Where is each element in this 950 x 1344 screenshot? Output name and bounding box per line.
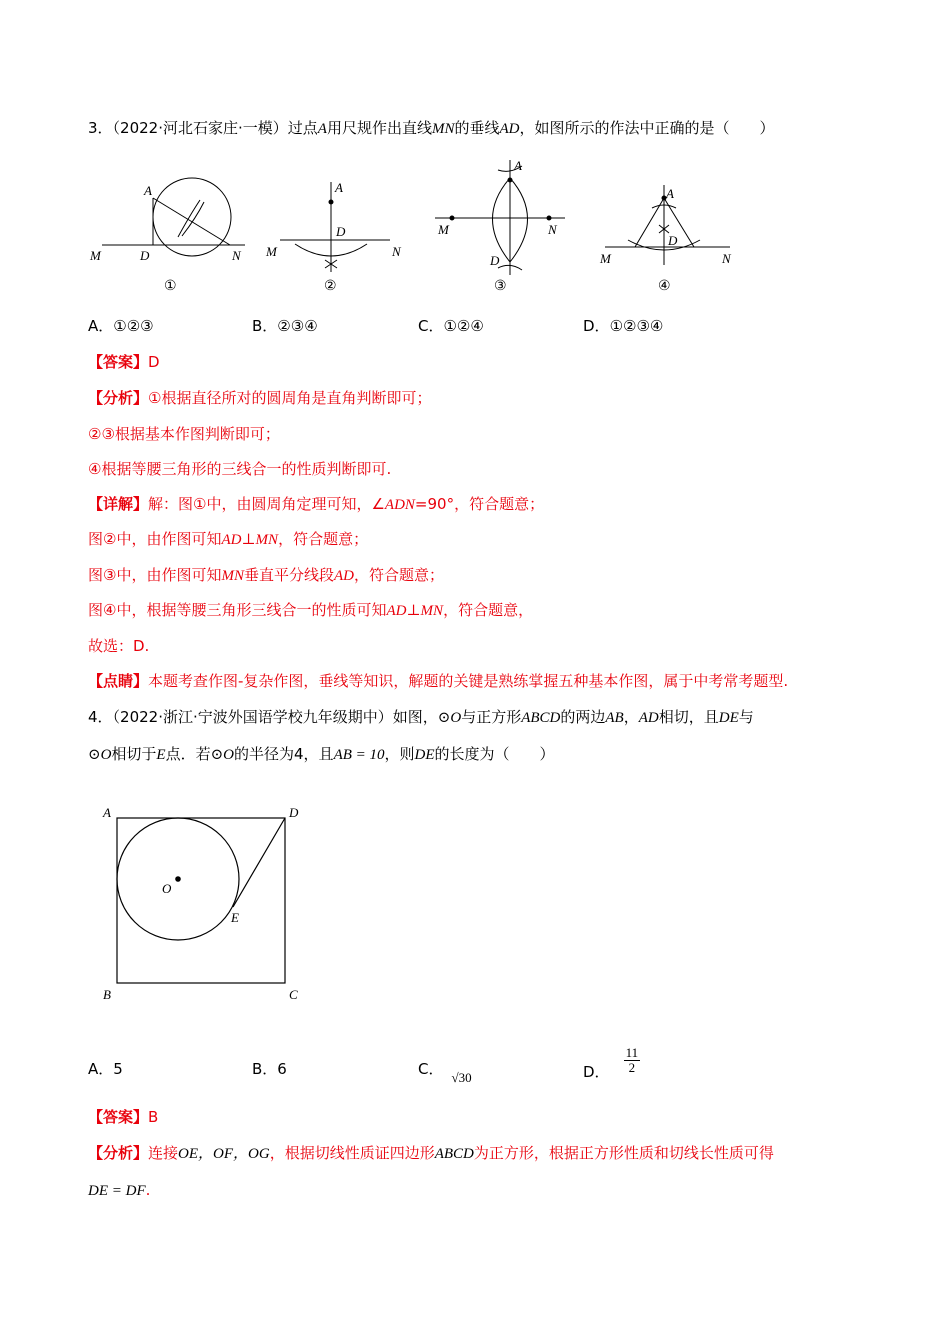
- q4-option-c[interactable]: C． √30: [418, 1060, 472, 1085]
- svg-text:A: A: [103, 805, 111, 820]
- q3-analysis-1: 【分析】①根据直径所对的圆周角是直角判断即可；: [88, 389, 432, 407]
- q3-figures: [80, 150, 760, 300]
- svg-text:A: A: [514, 158, 522, 173]
- q3-detail-2: 图②中，由作图可知AD⊥MN，符合题意；: [88, 530, 369, 548]
- svg-text:A: A: [335, 180, 343, 195]
- svg-text:D: D: [668, 233, 678, 248]
- figure-4: [599, 185, 732, 294]
- q3-detail-4: 图④中，根据等腰三角形三线合一的性质可知AD⊥MN，符合题意，: [88, 601, 534, 619]
- q3-comment: 【点睛】本题考查作图-复杂作图，垂线等知识，解题的关键是熟练掌握五种基本作图，属于中考常考题型.: [88, 672, 789, 690]
- svg-text:D: D: [140, 248, 150, 263]
- q4-analysis-1: 【分析】连接OE，OF，OG，根据切线性质证四边形ABCD为正方形，根据正方形性质和切线长性质可得: [88, 1144, 774, 1162]
- svg-text:④: ④: [658, 279, 671, 294]
- svg-text:N: N: [548, 222, 557, 237]
- q3-analysis-2: ②③根据基本作图判断即可；: [88, 425, 280, 443]
- q4-option-d[interactable]: D． $\frac{11}{2}$: [583, 1045, 639, 1081]
- svg-text:O: O: [162, 881, 172, 896]
- q4-figure: [95, 800, 315, 1010]
- q3-detail-3: 图③中，由作图可知MN垂直平分线段AD，符合题意；: [88, 566, 444, 584]
- q4-analysis-2: DE = DF.: [88, 1181, 151, 1199]
- q3-answer: 【答案】D: [88, 353, 160, 371]
- q3-stem: 3．（2022·河北石家庄·一模）过点A用尺规作出直线MN的垂线AD，如图所示的作法中正确的是（ ）: [88, 119, 775, 137]
- svg-text:M: M: [266, 244, 277, 259]
- q3-option-b[interactable]: B．②③④: [252, 317, 318, 335]
- svg-text:C: C: [289, 987, 298, 1002]
- square-abcd: [117, 818, 285, 983]
- q4-stem-1: 4．（2022·浙江·宁波外国语学校九年级期中）如图，⊙O与正方形ABCD的两边AB，AD相切，且DE与: [88, 708, 754, 726]
- svg-text:M: M: [600, 251, 611, 266]
- q3-detail-1: 【详解】解：图①中，由圆周角定理可知，∠ADN=90°，符合题意；: [88, 495, 545, 513]
- fraction: $\frac{11}{2}$: [625, 1045, 639, 1075]
- figure-2: [265, 180, 402, 294]
- q3-analysis-3: ④根据等腰三角形的三线合一的性质判断即可.: [88, 460, 392, 478]
- q3-option-c[interactable]: C．①②④: [418, 317, 484, 335]
- svg-text:②: ②: [324, 279, 337, 294]
- svg-text:A: A: [666, 186, 674, 201]
- svg-text:D: D: [490, 253, 500, 268]
- svg-text:③: ③: [494, 279, 507, 294]
- svg-text:N: N: [232, 248, 241, 263]
- svg-text:E: E: [231, 910, 239, 925]
- svg-text:B: B: [103, 987, 111, 1002]
- q4-stem-2: ⊙O相切于E点．若⊙O的半径为4，且AB = 10，则DE的长度为（ ）: [88, 745, 555, 763]
- figure-3: [435, 158, 565, 294]
- q4-option-a[interactable]: A．5: [88, 1060, 123, 1078]
- svg-text:N: N: [722, 251, 731, 266]
- q3-conclusion: 故选：D.: [88, 637, 150, 655]
- q4-option-b[interactable]: B．6: [252, 1060, 287, 1078]
- svg-text:D: D: [289, 805, 299, 820]
- svg-text:D: D: [336, 224, 346, 239]
- svg-text:A: A: [144, 183, 152, 198]
- figure-1: [89, 178, 245, 294]
- svg-text:M: M: [90, 248, 101, 263]
- tangent-de: [233, 818, 285, 907]
- svg-text:M: M: [438, 222, 449, 237]
- q3-option-d[interactable]: D．①②③④: [583, 317, 664, 335]
- svg-text:N: N: [392, 244, 401, 259]
- svg-text:①: ①: [164, 279, 177, 294]
- q3-option-a[interactable]: A．①②③: [88, 317, 154, 335]
- q4-answer: 【答案】B: [88, 1108, 159, 1126]
